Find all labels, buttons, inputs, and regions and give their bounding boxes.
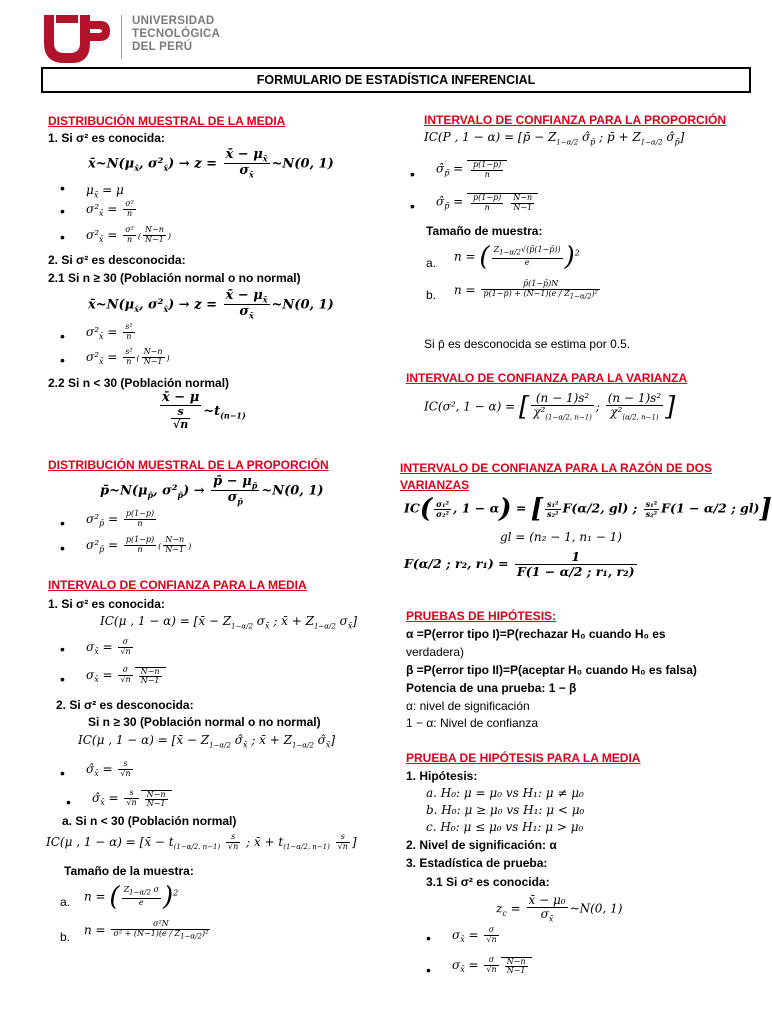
item-a: a. [60, 895, 71, 909]
power-definition: Potencia de una prueba: 1 − β [406, 681, 577, 695]
formula-sample-size-prop-a: n = ( $\frac{Z_{1-\alpha/2}√(p̄(1-p̄))}{e}$ )$^2$ [454, 242, 580, 272]
formula-proportion-dist-z: $p̄\sim N(\mu_{p̄}$, $\sigma^2_{p̄}$) → $\frac{p̄ - \mu_{p̄}}{\sigma_{p̄}}$ ~N(0, 1) [100, 474, 324, 507]
item-sigma-unknown: 2. Si σ² es desconocida: [48, 253, 186, 267]
university-line-3: DEL PERÚ [132, 41, 193, 53]
section-title-ci-mean: INTERVALO DE CONFIANZA PARA LA MEDIA [48, 578, 307, 592]
bullet: • [60, 641, 65, 657]
university-line-2: TECNOLÓGICA [132, 28, 221, 40]
significance-level-item: 2. Nivel de significación: α [406, 838, 557, 852]
formula-sample-size-a: n = ( $\frac{Z_{1-\alpha/2} \sigma}{e}$ )$^2$ [84, 882, 179, 912]
bullet: • [410, 166, 415, 182]
formula-var-xbar-s2: $\sigma^2_{x̄}$ = $\frac{\text{s²}}{n}$ ( $\frac{N-n}{N-1}$ ) [86, 347, 170, 367]
bullet: • [66, 794, 71, 810]
section-title-ci-variance: INTERVALO DE CONFIANZA PARA LA VARIANZA [406, 371, 688, 385]
bullet: • [60, 540, 65, 556]
item-ci-n-lt-30: a. Si n < 30 (Población normal) [62, 814, 237, 828]
formula-ci-mean-t: IC(μ , 1 − α) = [x̄ − $t_{(1-\alpha/2, n-1)}$ $\frac{s}{√n}$ ; x̄ + $t_{(1-\alpha/2, n-1)}$ $\frac{s}{√n}$ ] [46, 832, 357, 852]
formula-var-pbar-1: $\sigma^2_{p̄}$ = $\frac{p(1-p)}{n}$ [86, 509, 155, 529]
bullet: • [60, 671, 65, 687]
formula-zc: $z_c$ = $\frac{\text{x̄ − μ₀}}{\sigma_{x̄}}$ ~N(0, 1) [496, 893, 623, 924]
bullet: • [60, 180, 65, 196]
formula-var-xbar-1: $\sigma^2_{x̄}$ = $\frac{\text{σ²}}{n}$ [86, 199, 134, 219]
item-n-ge-30: 2.1 Si n ≥ 30 (Población normal o no normal) [48, 271, 301, 285]
formula-gl: gl = (n₂ − 1, n₁ − 1) [500, 530, 622, 544]
formula-sigma-xbar-1: $\sigma_{x̄}$ = $\frac{\sigma}{√n}$ [86, 637, 131, 657]
significance-definition: α: nivel de significación [406, 699, 530, 713]
section-title-hypothesis-mean: PRUEBA DE HIPÓTESIS PARA LA MEDIA [406, 751, 641, 765]
formula-mu-xbar: $\mu_{x̄} = \mu$ [86, 183, 124, 200]
formula-mean-dist-z: $x̄\sim N(\mu_{x̄}$, $\sigma^2_{x̄}) \to z$ = $\frac{x̄ - \mu_{x̄}}{\sigma_{x̄}}$ ~N(0, 1) [88, 147, 334, 180]
bullet: • [410, 198, 415, 214]
item-b: b. [60, 930, 71, 944]
formula-sigmahat-xbar-1: $\sigmâ_{x̄}$ = $\frac{s}{√n}$ [86, 759, 131, 779]
formula-ci-variance: IC(σ², 1 − α) = [ $\frac{\text{(n − 1)s²}}{\chi^2_{(1-\alpha/2, n-1)}}$ ; $\frac{\text{(n − 1)s²}}{\chi^2_{(\alpha/2, n-1)}}$ ] [424, 391, 676, 423]
formula-f-inverse: F(α/2 ; r₂, r₁) = $\frac{1}{\text{F(1 − α/2 ; r₁, r₂)}}$ [404, 549, 635, 579]
item-n-lt-30: 2.2 Si n < 30 (Población normal) [48, 376, 230, 390]
formula-sigmahat-pbar-1: $\sigmâ_{p̄}$ = $\frac{p̄(1-p̄)}{n}$ [436, 160, 507, 180]
test-sigma-known-item: 3.1 Si σ² es conocida: [426, 875, 550, 889]
item-a-proportion: a. [426, 256, 437, 270]
formula-sigmahat-xbar-2: $\sigmâ_{x̄}$ = $\frac{s}{√n}$ $\frac{N-n}{N-1}$ [92, 789, 172, 809]
hypothesis-b: b. H₀: μ ≥ μ₀ vs H₁: μ < μ₀ [426, 803, 585, 817]
formula-sigma-xbar-test-2: $\sigma_{x̄}$ = $\frac{\sigma}{√n}$ $\frac{N-n}{N-1}$ [452, 956, 532, 976]
formula-ci-mean-known: IC(μ , 1 − α) = [x̄ − $Z_{1-\alpha/2}$ $\sigma_{x̄}$ ; x̄ + $Z_{1-\alpha/2}$ $\sigma_{x̄}$] [100, 614, 358, 631]
bullet: • [60, 515, 65, 531]
bullet: • [60, 229, 65, 245]
formula-mean-dist-z-2: $x̄\sim N(\mu_{x̄}$, $\sigma^2_{x̄}) \to z$ = $\frac{x̄ - \mu_{x̄}}{\sigma_{x̄}}$ ~N(0, 1) [88, 288, 334, 321]
sample-size-label: Tamaño de la muestra: [64, 864, 194, 878]
bullet: • [426, 962, 431, 978]
sample-size-label-proportion: Tamaño de muestra: [426, 224, 543, 238]
confidence-definition: 1 − α: Nivel de confianza [406, 716, 539, 730]
proportion-note: Si p̄ es desconocida se estima por 0.5. [424, 337, 631, 351]
section-title-ci-proportion: INTERVALO DE CONFIANZA PARA LA PROPORCIÓN [424, 113, 727, 127]
bullet: • [60, 765, 65, 781]
item-b-proportion: b. [426, 288, 437, 302]
formula-sigma-xbar-2: $\sigma_{x̄}$ = $\frac{\sigma}{√n}$ $\frac{N-n}{N-1}$ [86, 666, 166, 686]
section-title-hypothesis-tests: PRUEBAS DE HIPÓTESIS: [406, 609, 557, 623]
formula-var-pbar-2: $\sigma^2_{p̄}$ = $\frac{p(1-p)}{n}$ ( $\frac{N-n}{N-1}$ ) [86, 535, 192, 555]
formula-sigma-xbar-test-1: $\sigma_{x̄}$ = $\frac{\sigma}{√n}$ [452, 925, 497, 945]
formula-sigmahat-pbar-2: $\sigmâ_{p̄}$ = $\frac{p̄(1-p̄)}{n}$ $\frac{N-n}{N-1}$ [436, 193, 538, 213]
beta-definition: β =P(error tipo II)=P(aceptar H₀ cuando H₀ es falsa) [406, 663, 697, 677]
university-name [132, 15, 220, 54]
formula-var-xbar-2: $\sigma^2_{x̄}$ = $\frac{\text{σ²}}{n}$ ( $\frac{N-n}{N-1}$ ) [86, 225, 171, 245]
alpha-definition-2: verdadera) [406, 645, 465, 659]
test-statistic-item: 3. Estadística de prueba: [406, 856, 548, 870]
bullet: • [60, 203, 65, 219]
item-ci-n-ge-30: Si n ≥ 30 (Población normal o no normal) [88, 715, 321, 729]
alpha-definition-1: α =P(error tipo I)=P(rechazar H₀ cuando H₀ es [406, 627, 666, 641]
item-ci-sigma-unknown: 2. Si σ² es desconocida: [56, 698, 194, 712]
formula-sample-size-b: n = $\frac{\text{σ²N}}{\sigma^2 + (N-1)(e / Z_{1-\alpha/2})^2}$ [84, 919, 209, 941]
university-logo [42, 13, 112, 67]
formula-ci-proportion: IC(P , 1 − α) = [p̄ − $Z_{1-\alpha/2}$ $\sigmâ_{p̄}$ ; p̄ + $Z_{1-\alpha/2}$ $\sigmâ_{p̄}$] [424, 130, 685, 147]
section-title-ci-variance-ratio: INTERVALO DE CONFIANZA PARA LA RAZÓN DE DOS [400, 461, 712, 475]
formula-ci-mean-unknown: IC(μ , 1 − α) = [x̄ − $Z_{1-\alpha/2}$ $\sigmâ_{x̄}$ ; x̄ + $Z_{1-\alpha/2}$ $\sigmâ_{x̄}$] [78, 733, 336, 750]
page-title: FORMULARIO DE ESTADÍSTICA INFERENCIAL [41, 67, 751, 93]
university-line-1: UNIVERSIDAD [132, 15, 215, 27]
section-title-proportion-distribution: DISTRIBUCIÓN MUESTRAL DE LA PROPORCIÓN [48, 458, 329, 472]
item-ci-sigma-known: 1. Si σ² es conocida: [48, 597, 165, 611]
header-divider [121, 15, 122, 59]
section-title-mean-distribution: DISTRIBUCIÓN MUESTRAL DE LA MEDIA [48, 114, 286, 128]
formula-var-xbar-s1: $\sigma^2_{x̄}$ = $\frac{\text{s²}}{n}$ [86, 322, 133, 342]
bullet: • [426, 930, 431, 946]
hypothesis-c: c. H₀: μ ≤ μ₀ vs H₁: μ > μ₀ [426, 820, 584, 834]
formula-ci-variance-ratio: IC( $\frac{\text{σ₁²}}{\text{σ₂²}}$ , 1 − α) = [ $\frac{\text{s₁²}}{\text{s₂²}}$ F(α/2, gl) ; $\frac{\text{s₁²}}{\text{s₂²}}$ F(1 − α/2 ; gl)] [404, 494, 772, 524]
formula-t-distribution: $\frac{x̄ - \mu}{\frac{s}{√n}}$ $\sim t_{(n-1)}$ [162, 390, 246, 432]
hypothesis-item: 1. Hipótesis: [406, 769, 478, 783]
hypothesis-a: a. H₀: μ = μ₀ vs H₁: μ ≠ μ₀ [426, 786, 584, 800]
item-sigma-known: 1. Si σ² es conocida: [48, 131, 165, 145]
bullet: • [60, 328, 65, 344]
section-title-ci-variance-ratio-2: VARIANZAS [400, 478, 470, 492]
formula-sample-size-prop-b: n = $\frac{p̄(1-p̄)N}{p̄(1-p̄) + (N-1)(e / Z_{1-\alpha/2})^2}$ [454, 279, 598, 301]
bullet: • [60, 352, 65, 368]
